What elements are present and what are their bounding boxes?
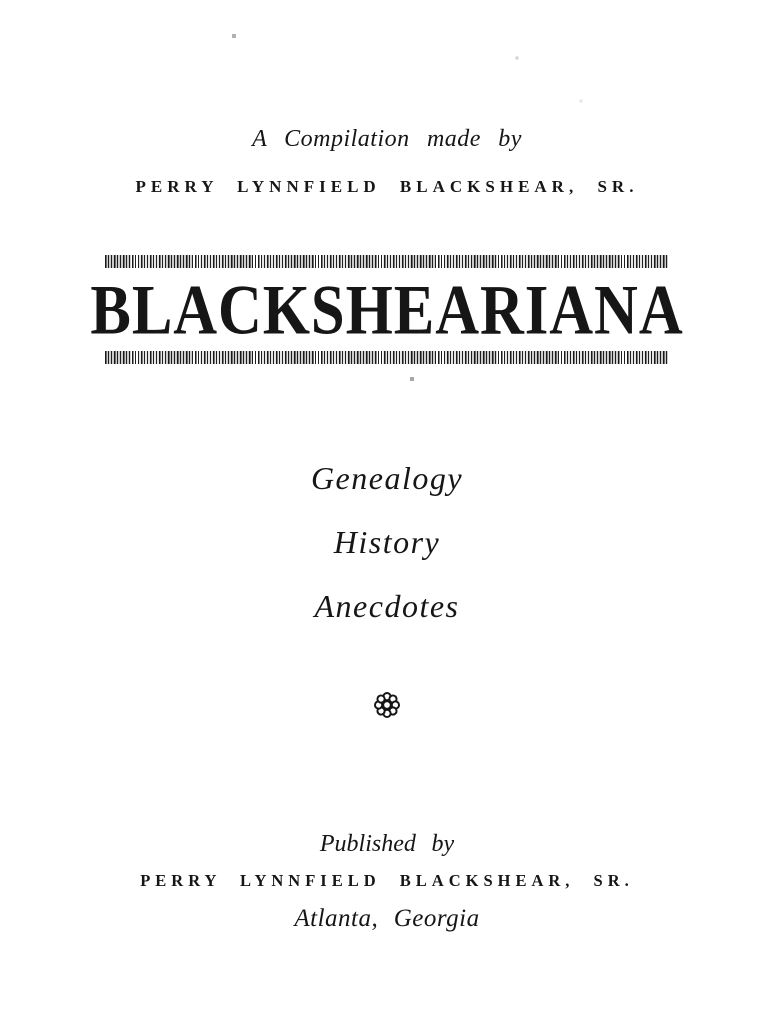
decorative-rule-bottom <box>105 351 668 364</box>
compilation-line: A Compilation made by <box>252 126 522 152</box>
subtitle-history: History <box>333 524 441 560</box>
publisher-location: Atlanta, Georgia <box>294 905 480 932</box>
subtitle-anecdotes: Anecdotes <box>314 588 460 624</box>
subtitle-genealogy: Genealogy <box>310 460 464 496</box>
flower-rosette-icon <box>0 691 774 719</box>
published-by-label: Published by <box>319 831 455 857</box>
compiler-name: PERRY LYNNFIELD BLACKSHEAR, SR. <box>135 177 639 196</box>
scan-specks <box>0 0 2 2</box>
book-title: BLACKSHEARIANA <box>90 271 684 350</box>
decorative-rule-top <box>105 255 668 268</box>
publisher-name: PERRY LYNNFIELD BLACKSHEAR, SR. <box>140 871 634 890</box>
